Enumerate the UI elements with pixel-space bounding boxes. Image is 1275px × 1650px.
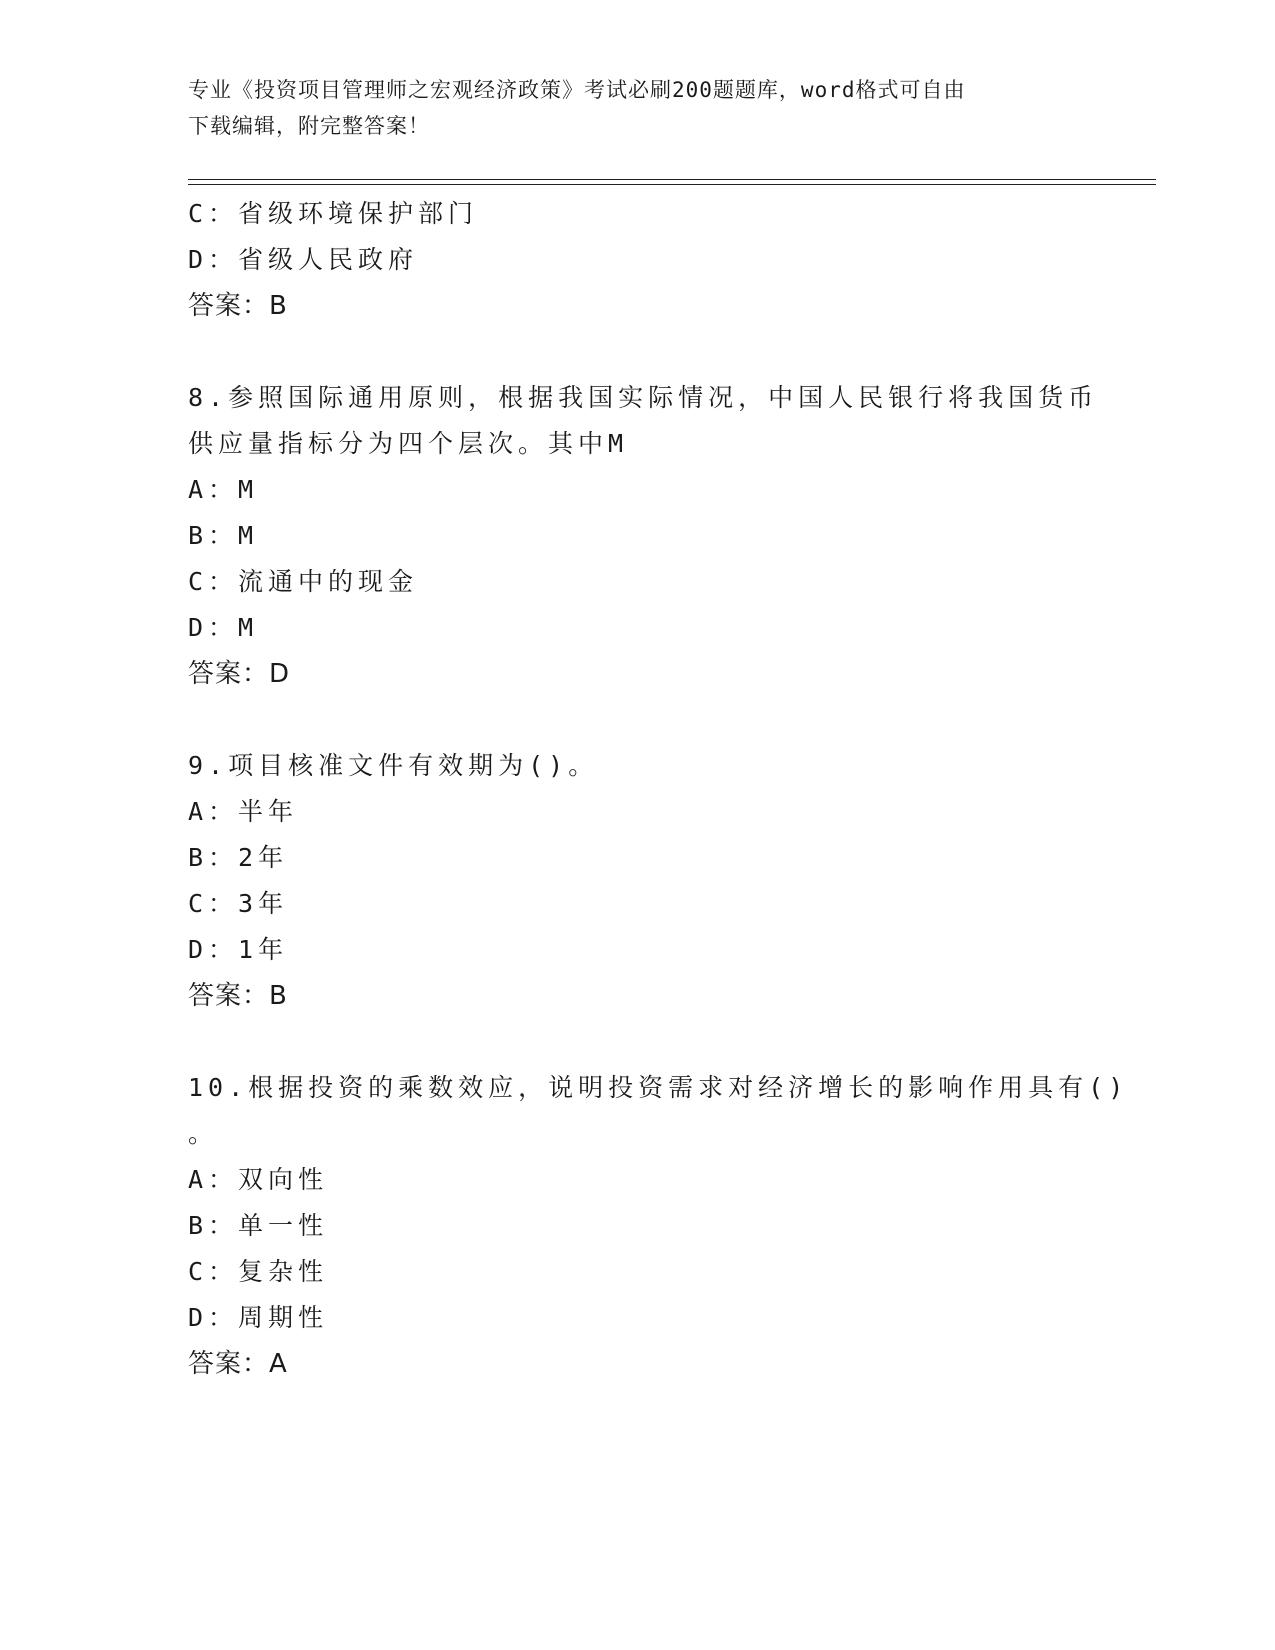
question-10 bbox=[188, 1065, 1129, 1387]
header-line-2: 下载编辑，附完整答案！ bbox=[188, 114, 430, 138]
answer: 答案：A bbox=[188, 1349, 288, 1379]
option-a: A：半年 bbox=[188, 797, 299, 826]
option-d: D：1年 bbox=[188, 935, 289, 964]
option-c: C：3年 bbox=[188, 889, 289, 918]
option-a: A：双向性 bbox=[188, 1165, 329, 1194]
option-d: D：周期性 bbox=[188, 1303, 329, 1332]
option-a: A：M bbox=[188, 475, 259, 504]
question-7 bbox=[188, 191, 1088, 329]
spacer bbox=[188, 1019, 1088, 1065]
header-line-1: 专业《投资项目管理师之宏观经济政策》考试必刷200题题库，word格式可自由 bbox=[188, 78, 966, 102]
question-8 bbox=[188, 375, 1099, 697]
option-d: D：省级人民政府 bbox=[188, 245, 419, 274]
answer: 答案：B bbox=[188, 291, 288, 321]
spacer bbox=[188, 697, 1088, 743]
option-c: C：流通中的现金 bbox=[188, 567, 419, 596]
option-c: C：复杂性 bbox=[188, 1257, 329, 1286]
answer: 答案：B bbox=[188, 981, 288, 1011]
question-stem-line-1: 10.根据投资的乘数效应，说明投资需求对经济增长的影响作用具有() bbox=[188, 1073, 1129, 1102]
option-d: D：M bbox=[188, 613, 259, 642]
option-b: B：单一性 bbox=[188, 1211, 329, 1240]
document-body bbox=[188, 191, 1129, 1387]
option-c: C：省级环境保护部门 bbox=[188, 199, 479, 228]
spacer bbox=[188, 329, 1088, 375]
header-rule-top bbox=[188, 179, 1156, 180]
header-rule-bottom bbox=[188, 184, 1156, 185]
question-stem-line-2: 。 bbox=[188, 1119, 219, 1148]
question-stem: 9.项目核准文件有效期为()。 bbox=[188, 751, 599, 780]
question-stem-line-1: 8.参照国际通用原则，根据我国实际情况，中国人民银行将我国货币 bbox=[188, 383, 1099, 412]
document-header bbox=[188, 72, 1088, 144]
option-b: B：2年 bbox=[188, 843, 289, 872]
option-b: B：M bbox=[188, 521, 259, 550]
question-stem-line-2: 供应量指标分为四个层次。其中M bbox=[188, 429, 629, 458]
answer: 答案：D bbox=[188, 659, 291, 689]
question-9 bbox=[188, 743, 1088, 1019]
